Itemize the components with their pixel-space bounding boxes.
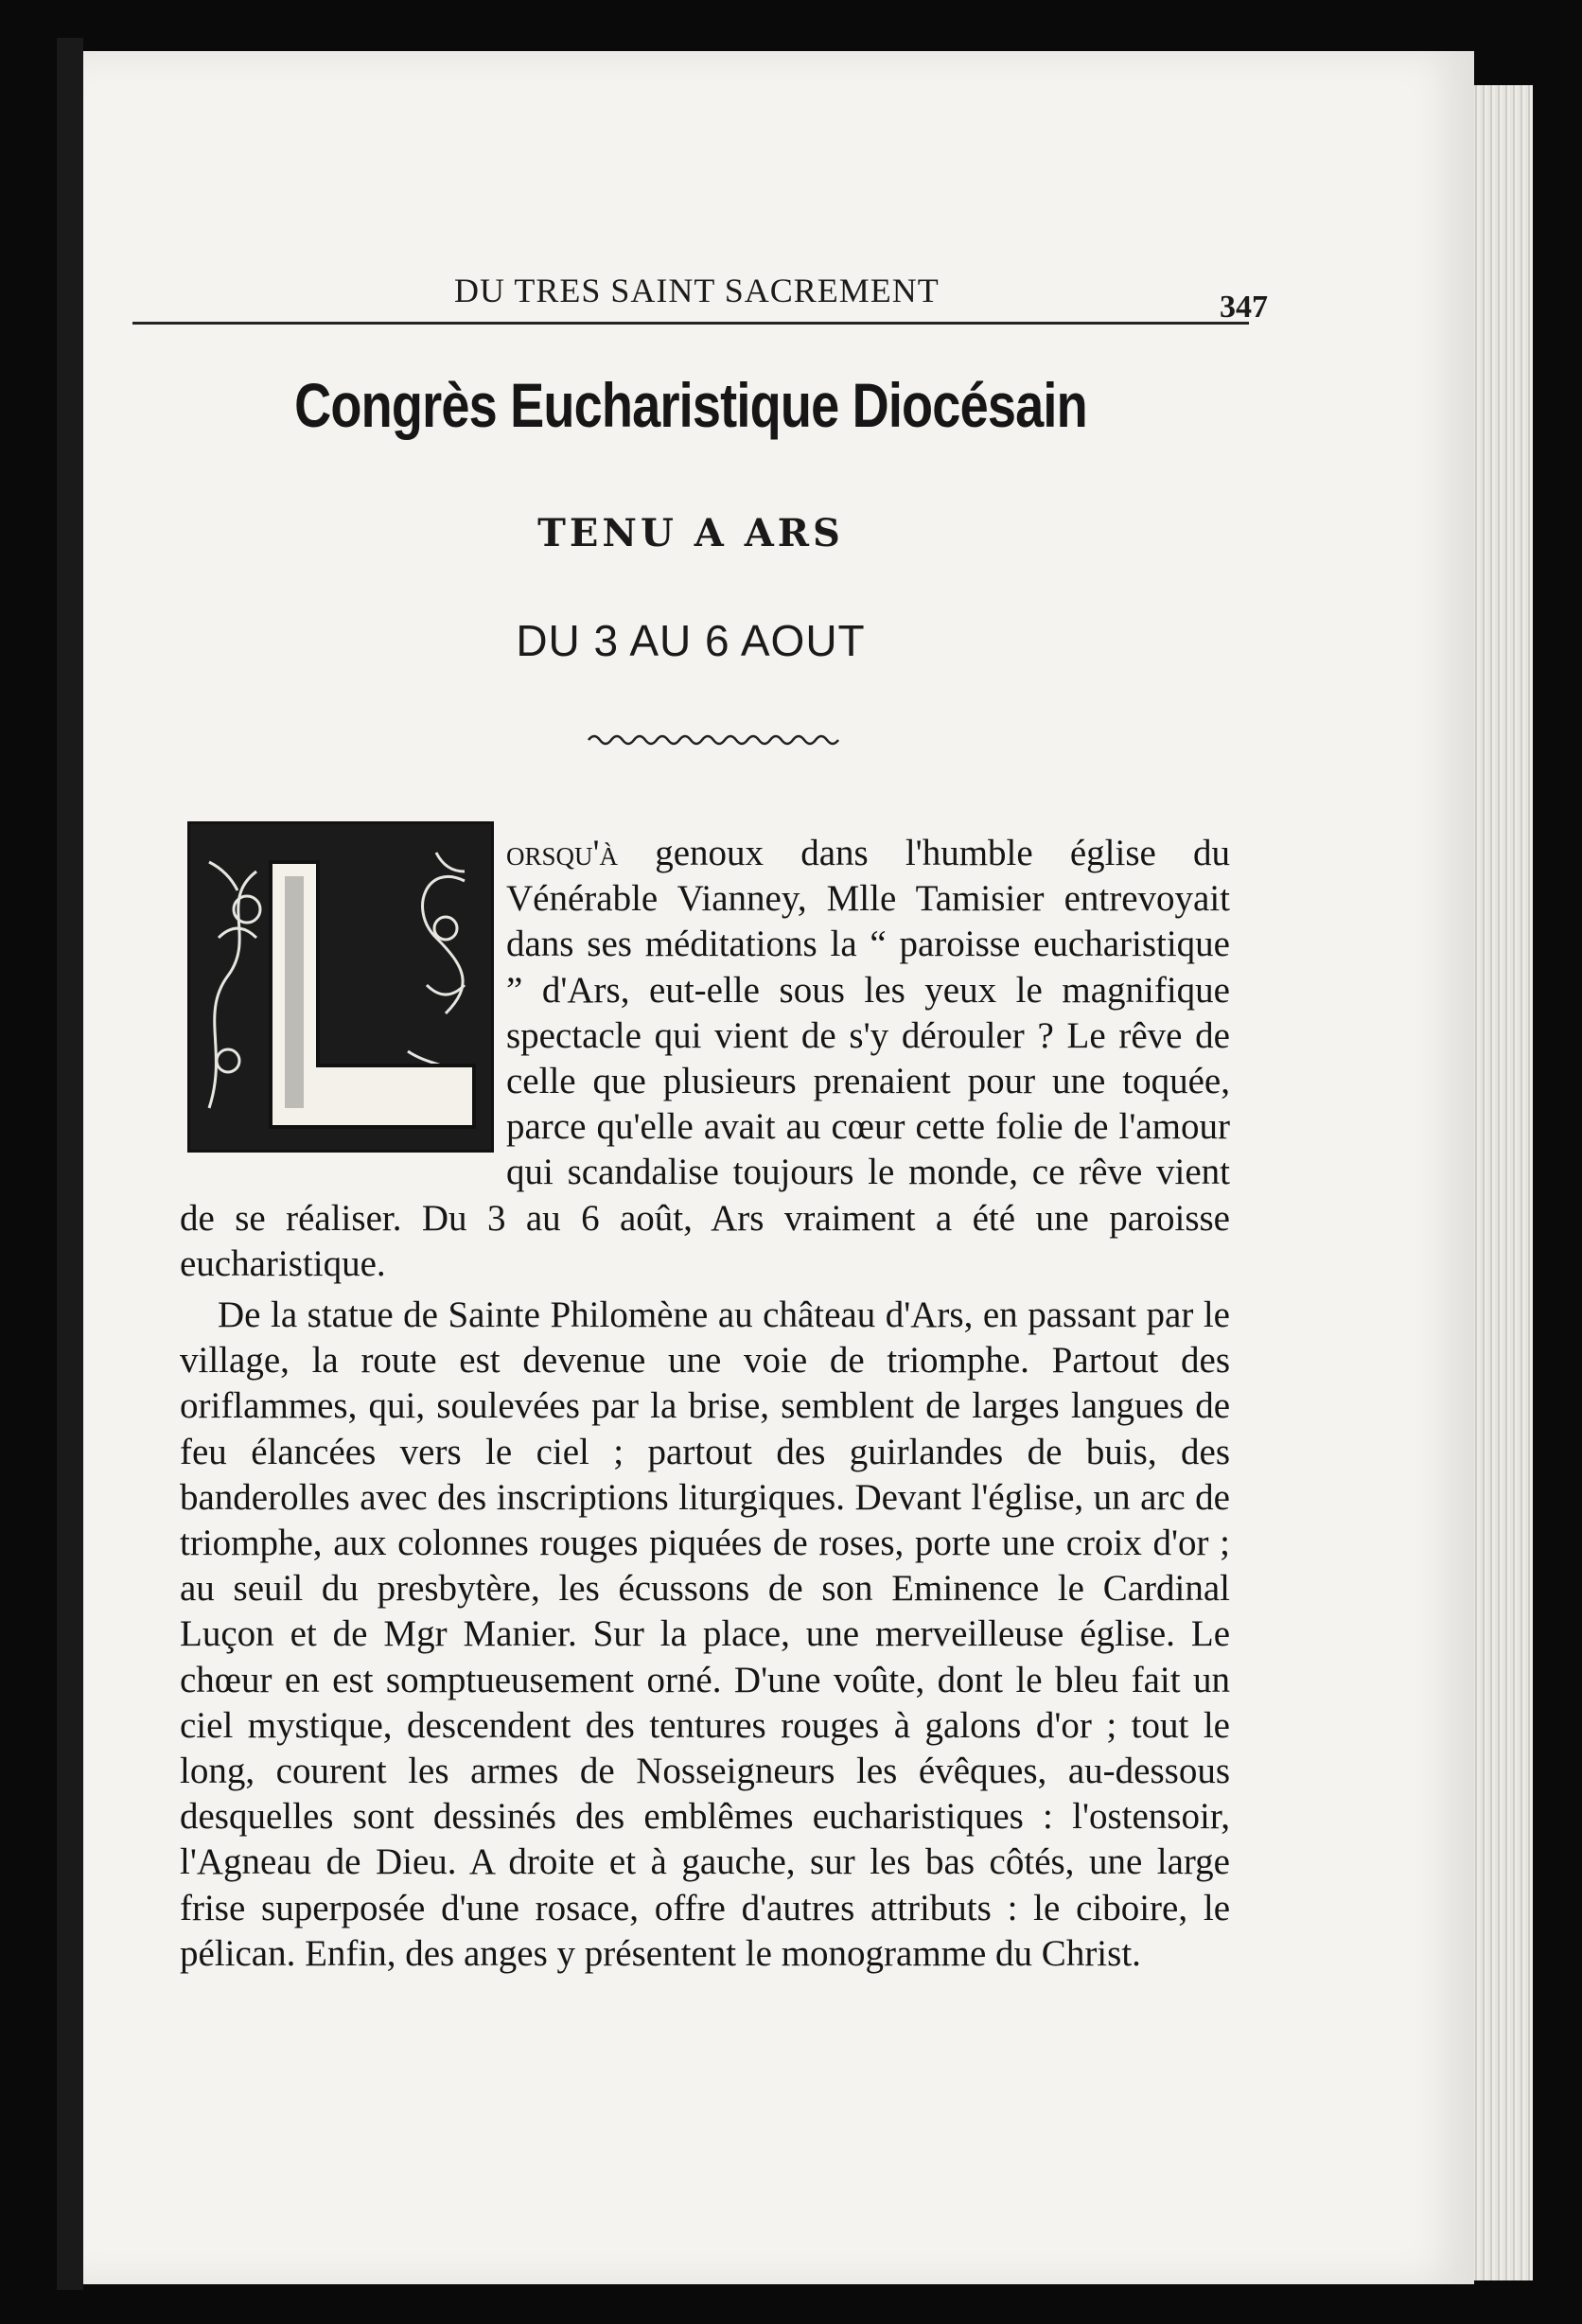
running-title: DU TRES SAINT SACREMENT (454, 272, 940, 309)
article-dates: DU 3 AU 6 AOUT (516, 616, 866, 665)
paragraph-lead: orsqu'à (506, 833, 619, 873)
paragraph-2: De la statue de Sainte Philomène au château d'Ars, en passant par le village, la route est devenue une voie de triomphe. Partout des oriflammes, qui, soulevées par la brise, semblent de larges langues de feu élancées vers le ciel ; partout des guirlandes de buis, des banderolles avec des inscriptions liturgiques. Devant l'église, un arc de triomphe, aux colonnes rouges piquées de roses, porte une croix d'or ; au seuil du presbytère, les écussons de son Eminence le Cardinal Luçon et de Mgr Manier. Sur la place, une merveilleuse église. Le chœur en est somptueusement orné. D'une voûte, dont le bleu fait un ciel mystique, descendent des tentures rouges à galons d'or ; tout le long, courent les armes de Nosseigneurs les évêques, au-dessous desquelles sont dessinés des emblêmes eucharistiques : l'ostensoir, l'Agneau de Dieu. A droite et à gauche, sur les bas côtés, une large frise superposée d'une rosace, offre d'autres attributs : le ciboire, le pélican. Enfin, des anges y présentent le monogramme du Christ. (180, 1294, 1230, 1974)
page-number: 347 (1220, 290, 1268, 325)
running-head (132, 218, 1268, 325)
article-title: Congrès Eucharistique Diocésain (294, 370, 1087, 440)
paragraph-1: genoux dans l'humble église du Vénérable Vianney, Mlle Tamisier entrevoyait dans ses méditations la “ paroisse eucharistique ” d'Ars, eut-elle sous les yeux le magnifique spectacle qui vient de s'y dérouler ? Le rêve de celle que plusieurs prenaient pour une toquée, parce qu'elle avait au cœur cette folie de l'amour qui scandalise toujours le monde, ce rêve vient de se réaliser. Du 3 au 6 août, Ars vraiment a été une paroisse eucharistique. (180, 833, 1230, 1284)
article-subtitle: TENU A ARS (537, 511, 844, 555)
book-spine (57, 38, 83, 2290)
article-body (180, 831, 1230, 1977)
wavy-ornament-icon (587, 729, 842, 751)
